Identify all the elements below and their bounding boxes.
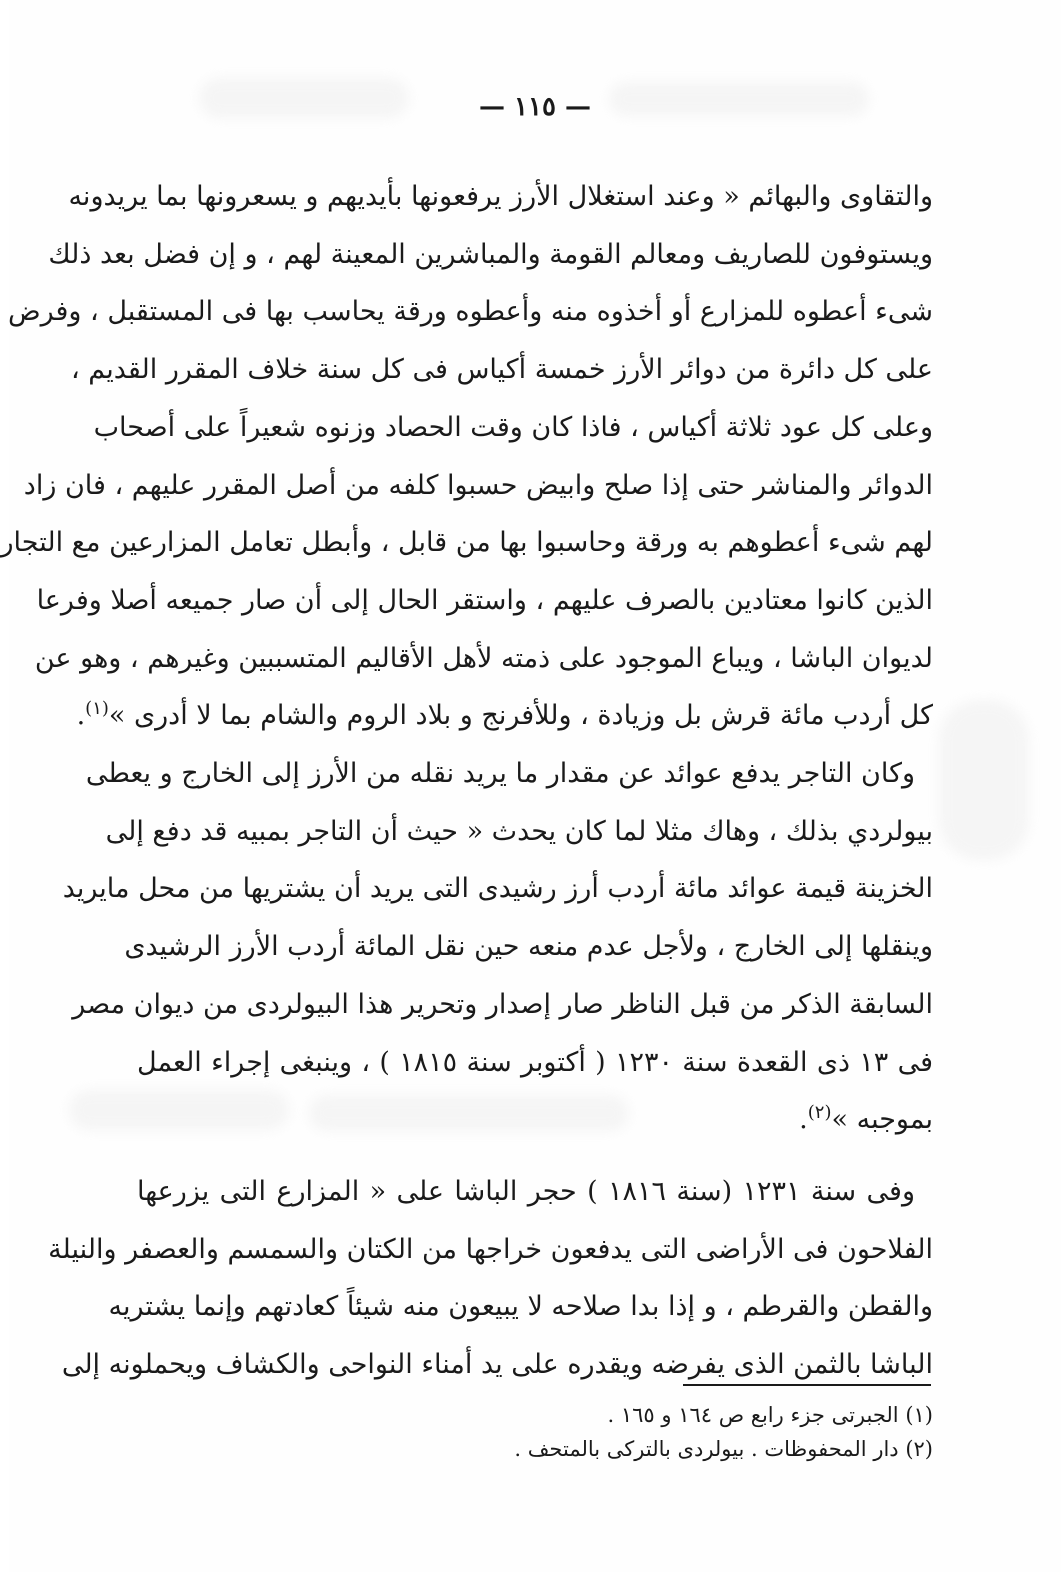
text-line: بموجبه »	[831, 1104, 933, 1136]
scan-smudge	[939, 700, 1029, 860]
text-line: وعلى كل عود ثلاثة أكياس ، فاذا كان وقت الحصاد وزنوه شعيراً على أصحاب	[93, 411, 933, 443]
text-line: وكان التاجر يدفع عوائد عن مقدار ما يريد نقله من الأرز إلى الخارج و يعطى	[85, 758, 915, 790]
footnotes	[137, 1398, 933, 1466]
footnote-2: (٢) دار المحفوظات . بيولردى بالتركى بالمتحف .	[514, 1437, 933, 1461]
text-line: لهم شىء أعطوهم به ورقة وحاسبوا بها من قابل ، وأبطل تعامل المزارعين مع التجار	[0, 527, 933, 559]
text-line: لديوان الباشا ، ويباع الموجود على ذمته لأهل الأقاليم المتسببين وغيرهم ، وهو عن	[34, 642, 933, 674]
text-line: والقطن والقرطم ، و إذا بدا صلاحه لا يبيعون منه شيئاً كعادتهم وإنما يشتريه	[108, 1291, 933, 1323]
text-line: الفلاحون فى الأراضى التى يدفعون خراجها من الكتان والسمسم والعصفر والنيلة	[48, 1233, 933, 1265]
text-line: الذين كانوا معتادين بالصرف عليهم ، واستقر الحال إلى أن صار جميعه أصلا وفرعا	[36, 584, 933, 616]
text-line: والتقاوى والبهائم « وعند استغلال الأرز يرفعونها بأيديهم و يسعرونها بما يريدونه	[68, 181, 933, 212]
text-line: ويستوفون للصاريف ومعالم القومة والمباشرين المعينة لهم ، و إن فضل بعد ذلك	[48, 238, 933, 270]
text-line: شىء أعطوه للمزارع أو أخذوه منه وأعطوه ورقة يحاسب بها فى المستقبل ، وفرض	[7, 296, 933, 328]
text-line: وفى سنة ١٢٣١ (سنة ١٨١٦ ) حجر الباشا على « المزارع التى يزرعها	[137, 1175, 915, 1207]
text-line: الدوائر والمناشر حتى إذا صلح وابيض حسبوا كلفه من أصل المقرر عليهم ، فان زاد	[23, 469, 933, 501]
text-line: على كل دائرة من دوائر الأرز خمسة أكياس فى كل سنة خلاف المقرر القديم ،	[70, 354, 933, 386]
footnote-divider	[683, 1384, 931, 1386]
body-text	[0, 168, 933, 1394]
text-line: السابقة الذكر من قبل الناظر صار إصدار وتحرير هذا البيولردى من ديوان مصر	[72, 988, 933, 1020]
text-line: بيولردي بذلك ، وهاك مثلا لما كان يحدث « حيث أن التاجر بمبيه قد دفع إلى	[105, 815, 933, 847]
text-line: الخزينة قيمة عوائد مائة أردب أرز رشيدى التى يريد أن يشتريها من محل مايريد	[62, 873, 933, 905]
text-line: كل أردب مائة قرش بل وزيادة ، وللأفرنج و بلاد الروم والشام بما لا أدرى »	[108, 700, 933, 732]
text-line: فى ١٣ ذى القعدة سنة ١٢٣٠ ( أكتوبر سنة ١٨١٥ ) ، وينبغى إجراء العمل	[137, 1046, 933, 1078]
text-line-with-footnote: بموجبه »$^{(٢)}$.	[799, 1102, 933, 1136]
paragraph-gap	[137, 1149, 933, 1163]
text-line: الباشا بالثمن الذى يفرضه ويقدره على يد أمناء النواحى والكشاف ويحملونه إلى	[61, 1349, 933, 1381]
footnote-marker-2: (٢)	[807, 1102, 832, 1124]
text-line-with-footnote: كل أردب مائة قرش بل وزيادة ، وللأفرنج و بلاد الروم والشام بما لا أدرى »$^{(١)}$.	[76, 698, 933, 732]
page-number: — ١١٥ —	[478, 92, 592, 122]
footnote-marker-1: (١)	[85, 698, 109, 720]
text-line: وينقلها إلى الخارج ، ولأجل عدم منعه حين نقل المائة أردب الأرز الرشيدى	[124, 931, 933, 963]
footnote-1: (١) الجبرتى جزء رابع ص ١٦٤ و ١٦٥ .	[607, 1403, 933, 1427]
